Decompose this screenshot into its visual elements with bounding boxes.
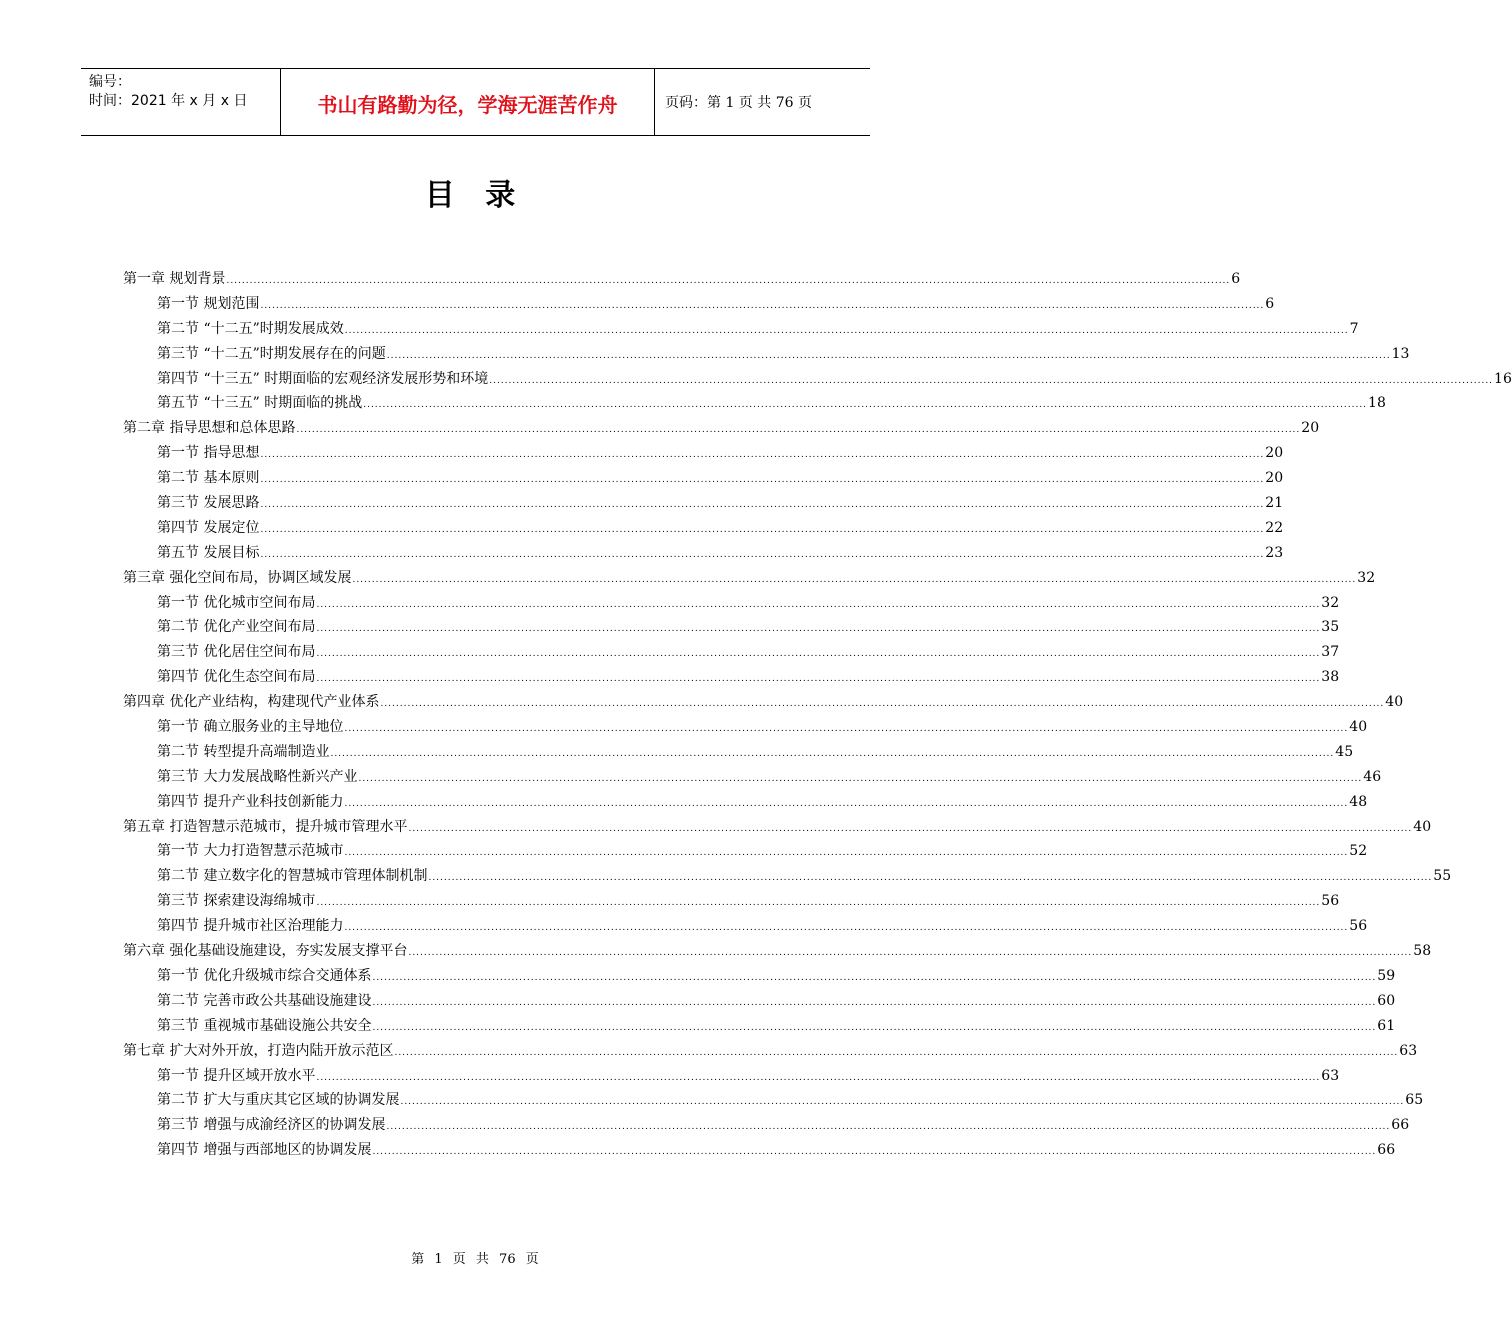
toc-section-entry[interactable] (123, 392, 1386, 417)
header-time: 时间：2021 年 x 月 x 日 (89, 93, 248, 109)
toc-dot-leader: .................................................................................................................................................................................................................................................................... (428, 873, 1433, 884)
toc-entry-title: 第二节 基本原则 (157, 470, 260, 487)
toc-entry-title: 第二节 完善市政公共基础设施建设 (157, 992, 372, 1009)
page-header (81, 68, 870, 136)
toc-page-number: 20 (1265, 470, 1284, 487)
toc-section-entry[interactable] (123, 1114, 1410, 1139)
toc-section-entry[interactable] (123, 1015, 1396, 1040)
toc-entry-title: 第四节 优化生态空间布局 (157, 669, 316, 686)
toc-section-entry[interactable] (123, 616, 1340, 641)
toc-chapter-entry[interactable] (123, 567, 1376, 592)
toc-section-entry[interactable] (123, 641, 1340, 666)
toc-page-number: 16 (1494, 370, 1512, 387)
toc-dot-leader: .................................................................................................................................................................................................................................................................... (344, 798, 1349, 809)
toc-dot-leader: .................................................................................................................................................................................................................................................................... (316, 898, 1321, 909)
toc-entry-title: 第七章 扩大对外开放，打造内陆开放示范区 (123, 1042, 394, 1059)
toc-page-number: 56 (1321, 893, 1340, 910)
toc-page-number: 61 (1377, 1017, 1396, 1034)
toc-page-number: 32 (1321, 594, 1340, 611)
toc-page-number: 6 (1231, 271, 1241, 287)
toc-dot-leader: .................................................................................................................................................................................................................................................................... (352, 574, 1357, 585)
toc-section-entry[interactable] (123, 865, 1452, 890)
toc-chapter-entry[interactable] (123, 1040, 1418, 1065)
toc-page-number: 45 (1335, 743, 1354, 760)
toc-page-number: 63 (1399, 1042, 1418, 1059)
toc-entry-title: 第三节 大力发展战略性新兴产业 (157, 768, 358, 785)
toc-section-entry[interactable] (123, 1089, 1424, 1114)
toc-section-entry[interactable] (123, 716, 1368, 741)
toc-dot-leader: .................................................................................................................................................................................................................................................................... (394, 1047, 1399, 1058)
toc-entry-title: 第五节 发展目标 (157, 544, 260, 561)
header-motto: 书山有路勤为径，学海无涯苦作舟 (281, 69, 655, 135)
toc-entry-title: 第三节 “十二五”时期发展存在的问题 (157, 345, 386, 362)
toc-page-number: 66 (1391, 1117, 1410, 1134)
toc-page-number: 58 (1413, 943, 1432, 960)
toc-section-entry[interactable] (123, 965, 1396, 990)
toc-page-number: 18 (1368, 395, 1386, 412)
toc-dot-leader: .................................................................................................................................................................................................................................................................... (380, 699, 1385, 710)
toc-dot-leader: .................................................................................................................................................................................................................................................................... (260, 524, 1265, 535)
toc-entry-title: 第二节 转型提升高端制造业 (157, 743, 330, 760)
toc-page-number: 20 (1301, 420, 1320, 437)
toc-page-number: 40 (1385, 694, 1404, 711)
toc-dot-leader: .................................................................................................................................................................................................................................................................... (260, 300, 1265, 311)
toc-chapter-entry[interactable] (123, 816, 1432, 841)
toc-page-number: 23 (1265, 544, 1284, 561)
toc-dot-leader: .................................................................................................................................................................................................................................................................... (372, 997, 1377, 1008)
toc-page-number: 32 (1357, 569, 1376, 586)
toc-entry-title: 第一节 规划范围 (157, 295, 260, 312)
toc-entry-title: 第二节 建立数字化的智慧城市管理体制机制 (157, 868, 428, 885)
toc-page-number: 22 (1265, 519, 1284, 536)
toc-entry-title: 第一节 确立服务业的主导地位 (157, 719, 344, 736)
toc-section-entry[interactable] (123, 368, 1512, 393)
toc-dot-leader: .................................................................................................................................................................................................................................................................... (489, 375, 1494, 386)
toc-entry-title: 第二节 扩大与重庆其它区域的协调发展 (157, 1092, 400, 1109)
toc-page-number: 55 (1433, 868, 1452, 885)
toc-page-number: 7 (1349, 320, 1359, 337)
toc-dot-leader: .................................................................................................................................................................................................................................................................... (316, 674, 1321, 685)
toc-page-number: 40 (1349, 719, 1368, 736)
toc-page-number: 35 (1321, 619, 1340, 636)
toc-dot-leader: .................................................................................................................................................................................................................................................................... (372, 1147, 1377, 1158)
toc-dot-leader: .................................................................................................................................................................................................................................................................... (408, 823, 1413, 834)
toc-section-entry[interactable] (123, 840, 1368, 865)
toc-entry-title: 第一节 优化升级城市综合交通体系 (157, 967, 372, 984)
toc-entry-title: 第一节 指导思想 (157, 445, 260, 462)
toc-entry-title: 第六章 强化基础设施建设，夯实发展支撑平台 (123, 943, 408, 960)
toc-page-number: 65 (1405, 1092, 1424, 1109)
toc-dot-leader: .................................................................................................................................................................................................................................................................... (344, 325, 1349, 336)
toc-section-entry[interactable] (123, 492, 1284, 517)
toc-dot-leader: .................................................................................................................................................................................................................................................................... (330, 748, 1335, 759)
toc-section-entry[interactable] (123, 343, 1410, 368)
toc-section-entry[interactable] (123, 592, 1340, 617)
toc-section-entry[interactable] (123, 791, 1368, 816)
toc-page-number: 60 (1377, 992, 1396, 1009)
toc-page-number: 48 (1349, 793, 1368, 810)
toc-entry-title: 第四节 “十三五” 时期面临的宏观经济发展形势和环境 (157, 370, 489, 387)
toc-dot-leader: .................................................................................................................................................................................................................................................................... (358, 773, 1363, 784)
toc-entry-title: 第一节 提升区域开放水平 (157, 1067, 316, 1084)
toc-entry-title: 第二节 “十二五”时期发展成效 (157, 320, 344, 337)
toc-entry-title: 第四节 增强与西部地区的协调发展 (157, 1142, 372, 1159)
page-title: 目 录 (424, 178, 526, 213)
toc-page-number: 52 (1349, 843, 1368, 860)
toc-section-entry[interactable] (123, 741, 1354, 766)
header-page-info: 页码：第 1 页 共 76 页 (665, 95, 812, 111)
toc-entry-title: 第二节 优化产业空间布局 (157, 619, 316, 636)
toc-page-number: 59 (1377, 967, 1396, 984)
toc-page-number: 20 (1265, 445, 1284, 462)
toc-dot-leader: .................................................................................................................................................................................................................................................................... (344, 724, 1349, 735)
toc-dot-leader: .................................................................................................................................................................................................................................................................... (260, 475, 1265, 486)
table-of-contents (123, 268, 1512, 1164)
toc-entry-title: 第四节 提升产业科技创新能力 (157, 793, 344, 810)
toc-entry-title: 第一章 规划背景 (123, 271, 226, 287)
toc-chapter-entry[interactable] (123, 417, 1320, 442)
toc-dot-leader: .................................................................................................................................................................................................................................................................... (386, 350, 1391, 361)
toc-section-entry[interactable] (123, 890, 1340, 915)
toc-section-entry[interactable] (123, 542, 1284, 567)
toc-dot-leader: .................................................................................................................................................................................................................................................................... (260, 500, 1265, 511)
toc-dot-leader: .................................................................................................................................................................................................................................................................... (344, 923, 1349, 934)
toc-page-number: 56 (1349, 918, 1368, 935)
toc-page-number: 13 (1391, 345, 1410, 362)
toc-entry-title: 第三节 发展思路 (157, 495, 260, 512)
toc-section-entry[interactable] (123, 915, 1368, 940)
toc-section-entry[interactable] (123, 990, 1396, 1015)
toc-dot-leader: .................................................................................................................................................................................................................................................................... (296, 425, 1301, 436)
toc-page-number: 46 (1363, 768, 1382, 785)
toc-section-entry[interactable] (123, 766, 1382, 791)
toc-dot-leader: .................................................................................................................................................................................................................................................................... (260, 549, 1265, 560)
toc-page-number: 40 (1413, 818, 1432, 835)
toc-page-number: 21 (1265, 495, 1284, 512)
toc-entry-title: 第四节 发展定位 (157, 519, 260, 536)
toc-section-entry[interactable] (123, 467, 1284, 492)
toc-entry-title: 第二章 指导思想和总体思路 (123, 420, 296, 437)
toc-dot-leader: .................................................................................................................................................................................................................................................................... (408, 948, 1413, 959)
toc-dot-leader: .................................................................................................................................................................................................................................................................... (386, 1122, 1391, 1133)
toc-dot-leader: .................................................................................................................................................................................................................................................................... (316, 599, 1321, 610)
toc-dot-leader: .................................................................................................................................................................................................................................................................... (344, 848, 1349, 859)
header-number-label: 编号： (89, 74, 131, 90)
header-meta (81, 69, 281, 135)
toc-chapter-entry[interactable] (123, 691, 1404, 716)
toc-section-entry[interactable] (123, 318, 1359, 343)
toc-chapter-entry[interactable] (123, 940, 1432, 965)
toc-dot-leader: .................................................................................................................................................................................................................................................................... (372, 972, 1377, 983)
toc-page-number: 63 (1321, 1067, 1340, 1084)
toc-entry-title: 第四章 优化产业结构，构建现代产业体系 (123, 694, 380, 711)
toc-dot-leader: .................................................................................................................................................................................................................................................................... (316, 624, 1321, 635)
page-footer: 第 1 页 共 76 页 (411, 1252, 539, 1267)
toc-entry-title: 第五节 “十三五” 时期面临的挑战 (157, 395, 363, 412)
toc-chapter-entry[interactable] (123, 268, 1241, 293)
toc-dot-leader: .................................................................................................................................................................................................................................................................... (316, 1072, 1321, 1083)
toc-section-entry[interactable] (123, 1139, 1396, 1164)
toc-entry-title: 第三章 强化空间布局，协调区域发展 (123, 569, 352, 586)
toc-dot-leader: .................................................................................................................................................................................................................................................................... (363, 400, 1368, 411)
toc-entry-title: 第四节 提升城市社区治理能力 (157, 918, 344, 935)
toc-dot-leader: .................................................................................................................................................................................................................................................................... (316, 649, 1321, 660)
toc-entry-title: 第三节 优化居住空间布局 (157, 644, 316, 661)
toc-page-number: 66 (1377, 1142, 1396, 1159)
toc-entry-title: 第三节 探索建设海绵城市 (157, 893, 316, 910)
toc-entry-title: 第一节 大力打造智慧示范城市 (157, 843, 344, 860)
toc-section-entry[interactable] (123, 442, 1284, 467)
toc-entry-title: 第五章 打造智慧示范城市，提升城市管理水平 (123, 818, 408, 835)
toc-section-entry[interactable] (123, 293, 1275, 318)
toc-page-number: 38 (1321, 669, 1340, 686)
toc-section-entry[interactable] (123, 517, 1284, 542)
toc-dot-leader: .................................................................................................................................................................................................................................................................... (226, 276, 1231, 286)
toc-dot-leader: .................................................................................................................................................................................................................................................................... (260, 450, 1265, 461)
toc-section-entry[interactable] (123, 666, 1340, 691)
toc-dot-leader: .................................................................................................................................................................................................................................................................... (372, 1022, 1377, 1033)
toc-entry-title: 第三节 重视城市基础设施公共安全 (157, 1017, 372, 1034)
toc-entry-title: 第三节 增强与成渝经济区的协调发展 (157, 1117, 386, 1134)
toc-page-number: 37 (1321, 644, 1340, 661)
toc-section-entry[interactable] (123, 1065, 1340, 1090)
toc-dot-leader: .................................................................................................................................................................................................................................................................... (400, 1097, 1405, 1108)
toc-page-number: 6 (1265, 295, 1275, 312)
toc-entry-title: 第一节 优化城市空间布局 (157, 594, 316, 611)
